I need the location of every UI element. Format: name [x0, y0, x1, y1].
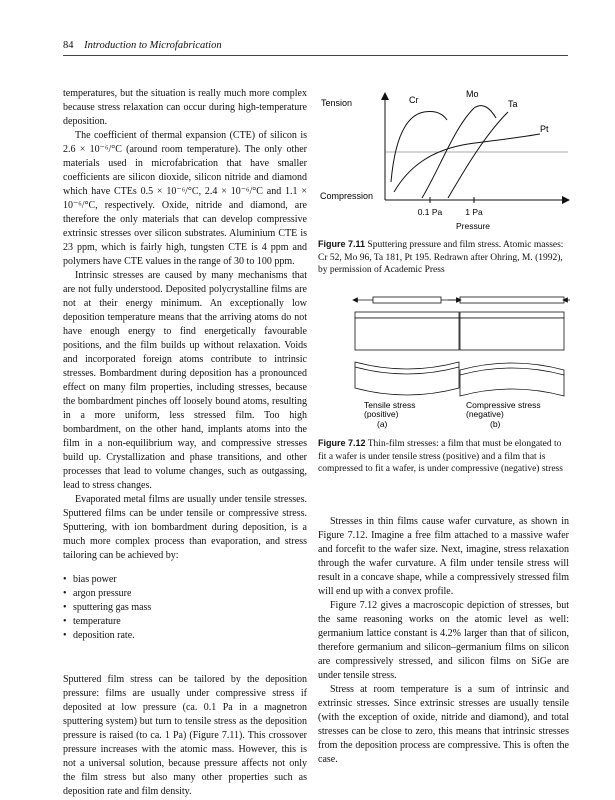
paragraph: Stresses in thin films cause wafer curvature, as shown in Figure 7.12. Imagine a free film attached to a massive wafer and forcefit to the wafer size. Next, imagine, stress relaxation through the wafer curvature. A film under tensile stress will result in a concave shape, while a compressively stressed film will end up with a convex profile. [318, 516, 569, 597]
caption-label: Figure 7.12 [318, 438, 366, 448]
cr-label: Cr [409, 95, 419, 105]
list-item: • sputtering gas mass [63, 601, 307, 615]
mo-label: Mo [466, 89, 479, 99]
paragraph: Evaporated metal films are usually under tensile stresses. Sputtered films can be under tensile or compressive stress. Sputtering, with ion bombardment during deposition, is a much more complex process than evaporation, and stress tailoring can be achieved by: [63, 494, 307, 561]
list-item: • temperature [63, 615, 307, 629]
compressive-sub: (negative) [466, 409, 504, 419]
page-number: 84 [63, 40, 74, 51]
film-on-wafer-b [460, 312, 564, 318]
tag-a: (a) [377, 419, 388, 429]
film-on-wafer-a [355, 312, 459, 318]
bullet-list [63, 573, 307, 643]
header-rule [63, 55, 568, 56]
left-column [63, 87, 307, 799]
right-column [318, 515, 569, 767]
paragraph: Intrinsic stresses are caused by many mechanisms that are not fully understood. Deposited polycrystalline films are not at their energy minimum. An exceptionally low deposition temperature means that the arriving atoms do not have enough energy to find energetically favourable positions, and the film builds up without relaxation. Voids and incorporated foreign atoms contribute to intrinsic stresses. Bombardment during deposition has a pronounced effect on many film properties, including stresses, because the bombardment pinches off loosely bound atoms, resulting in a more uniform, less stressed film. Too high bombardment, on the other hand, implants atoms into the film in a non-equilibrium way, and compressive stresses build up. Crystallization and phase transitions, and other processes that lead to volume changes, such as outgassing, lead to stress changes. [63, 270, 307, 491]
x-axis-label: Pressure [455, 221, 491, 231]
compressive-label: Compressive stress [466, 400, 541, 410]
list-item: • deposition rate. [63, 629, 307, 643]
tick-label-1pa: 1 Pa [465, 207, 483, 217]
running-title: Introduction to Microfabrication [84, 40, 222, 51]
figure-7-12-diagram [318, 290, 570, 432]
caption-text: Sputtering pressure and film stress. Atomic masses: Cr 52, Mo 96, Ta 181, Pt 195. Redrawn after Ohring, M. (1992), by permission of Academic Press [318, 240, 564, 275]
paragraph: Figure 7.12 gives a macroscopic depiction of stresses, but the same reasoning works on the atomic level as well: germanium lattice constant is 4.2% larger than that of silicon, therefore germanium and silicon–germanium films on silicon are compressively stressed, and silicon films on SiGe are under tensile stress. [318, 600, 569, 681]
list-item: • argon pressure [63, 587, 307, 601]
free-film-a [373, 297, 441, 303]
ta-label: Ta [508, 99, 518, 109]
ta-curve [448, 112, 508, 198]
paragraph: temperatures, but the situation is really much more complex because stress relaxation can occur during high-temperature deposition. [63, 88, 307, 127]
mo-curve-tail [474, 106, 496, 118]
curved-wafer-concave [355, 362, 459, 395]
tension-label: Tension [321, 98, 353, 108]
tick-label-0-1pa: 0.1 Pa [417, 207, 443, 217]
page-header [63, 40, 568, 51]
paragraph: Sputtered film stress can be tailored by the deposition pressure: films are usually under compressive stress if deposited at low pressure (ca. 0.1 Pa in a magnetron sputtering system) but turn to tensile stress as the deposition pressure is raised (to ca. 1 Pa) (Figure 7.11). This crossover pressure increases with the atomic mass. However, this is not a universal solution, because pressure affects not only the film stress but also many other properties such as deposition rate and film density. [63, 674, 307, 797]
paragraph: The coefficient of thermal expansion (CTE) of silicon is 2.6 × 10⁻⁶/°C (around room temperature). The only other materials used in microfabrication that have smaller coefficients are silicon dioxide, silicon nitride and diamond which have CTEs 0.5 × 10⁻⁶/°C, 2.4 × 10⁻⁶/°C and 1.1 × 10⁻⁶/°C, respectively. Oxide, nitride and diamond, are therefore the only materials that can develop compressive extrinsic stresses over silicon substrates. Aluminium CTE is 23 ppm, which is fairly high, tungsten CTE is 4 ppm and polymers have CTE values in the range of 30 to 100 ppm. [63, 130, 307, 267]
figure-7-11-diagram [318, 88, 570, 238]
free-film-b [460, 297, 564, 303]
mo-curve [422, 108, 474, 198]
paragraph: Stress at room temperature is a sum of intrinsic and extrinsic stresses. Since extrinsic stresses are usually tensile (with the exception of oxide, nitride and diamond), and total stresses can be close to zero, this means that intrinsic stresses from the deposition process are compressive. This is often the case. [318, 684, 569, 765]
compression-label: Compression [320, 191, 374, 201]
tag-b: (b) [490, 419, 501, 429]
pt-curve [394, 134, 540, 192]
list-item: • bias power [63, 573, 307, 587]
wafer-a [355, 318, 459, 350]
figure-7-12-caption [318, 437, 569, 476]
tensile-sub: (positive) [364, 409, 399, 419]
tensile-label: Tensile stress [364, 400, 416, 410]
caption-label: Figure 7.11 [318, 239, 366, 249]
cr-curve [391, 111, 447, 182]
wafer-b [460, 318, 564, 350]
figure-7-11-caption [318, 238, 569, 277]
caption-text: Thin-film stresses: a film that must be elongated to fit a wafer is under tensile stress (positive) and a film that is compressed to fit a wafer, is under compressive (negative) stress [318, 439, 563, 474]
pt-label: Pt [540, 124, 549, 134]
